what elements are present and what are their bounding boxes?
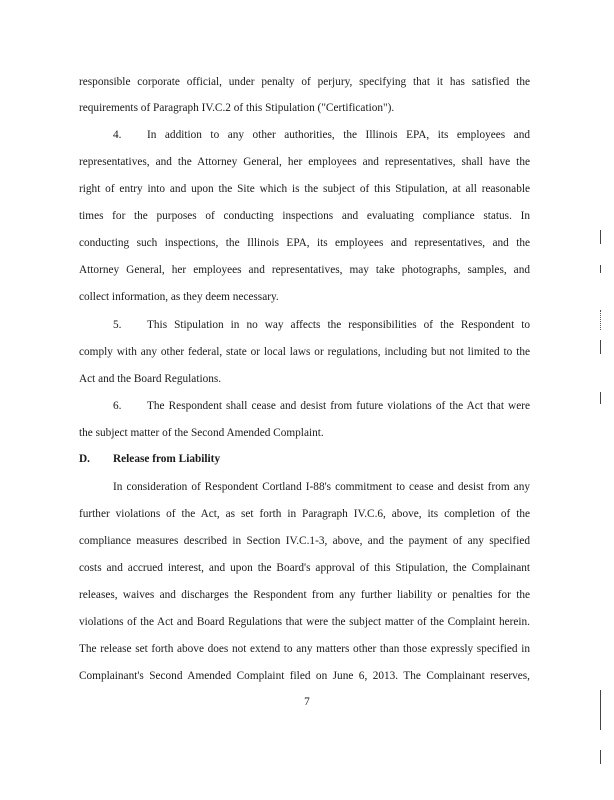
margin-mark [600, 265, 601, 273]
text-line: releases, waives and discharges the Respondent from any further liability or penalties for the [79, 589, 530, 601]
numbered-paragraph-line [113, 128, 530, 142]
text-line: Attorney General, her employees and representatives, may take photographs, samples, and [79, 264, 530, 276]
paragraph-number: 5. [113, 319, 122, 331]
text-line: the subject matter of the Second Amended Complaint. [79, 427, 324, 439]
paragraph-text: This Stipulation in no way affects the responsibilities of the Respondent to [147, 319, 530, 331]
text-line: costs and accrued interest, and upon the Board's approval of this Stipulation, the Complainant [79, 562, 530, 574]
numbered-paragraph-line [113, 399, 530, 413]
section-letter: D. [79, 453, 90, 465]
text-line: violations of the Act and Board Regulations that were the subject matter of the Complaint herein. [79, 616, 530, 628]
page-number: 7 [304, 696, 310, 708]
paragraph-text: In addition to any other authorities, the Illinois EPA, its employees and [147, 129, 530, 141]
text-line: conducting such inspections, the Illinois EPA, its employees and representatives, and the [79, 237, 530, 249]
text-line: times for the purposes of conducting inspections and evaluating compliance status. In [79, 210, 530, 222]
margin-mark [600, 340, 601, 354]
text-line: comply with any other federal, state or local laws or regulations, including but not limited to the [79, 346, 530, 358]
paragraph-text: The Respondent shall cease and desist from future violations of the Act that were [147, 400, 530, 412]
text-line: collect information, as they deem necessary. [79, 291, 279, 303]
text-line: requirements of Paragraph IV.C.2 of this Stipulation ("Certification"). [79, 102, 395, 114]
section-heading [79, 453, 220, 465]
text-line: responsible corporate official, under penalty of perjury, specifying that it has satisfied the [79, 76, 530, 88]
paragraph-number: 4. [113, 129, 122, 141]
numbered-paragraph-line [113, 318, 530, 332]
section-title: Release from Liability [113, 453, 221, 465]
margin-mark [600, 310, 601, 330]
text-line: In consideration of Respondent Cortland I-88's commitment to cease and desist from any [113, 481, 530, 493]
text-line: The release set forth above does not extend to any matters other than those expressly specified in [79, 643, 530, 655]
margin-mark [600, 750, 601, 764]
text-line: representatives, and the Attorney General, her employees and representatives, shall have the [79, 156, 530, 168]
margin-mark [600, 230, 601, 244]
paragraph-number: 6. [113, 400, 122, 412]
text-line: further violations of the Act, as set forth in Paragraph IV.C.6, above, its completion of the [79, 508, 530, 520]
text-line: Act and the Board Regulations. [79, 373, 222, 385]
margin-mark [600, 690, 601, 730]
text-line: Complainant's Second Amended Complaint filed on June 6, 2013. The Complainant reserves, [79, 670, 530, 682]
text-line: compliance measures described in Section IV.C.1-3, above, and the payment of any specified [79, 535, 530, 547]
text-line: right of entry into and upon the Site which is the subject of this Stipulation, at all reasonable [79, 183, 530, 195]
margin-mark [600, 392, 601, 404]
